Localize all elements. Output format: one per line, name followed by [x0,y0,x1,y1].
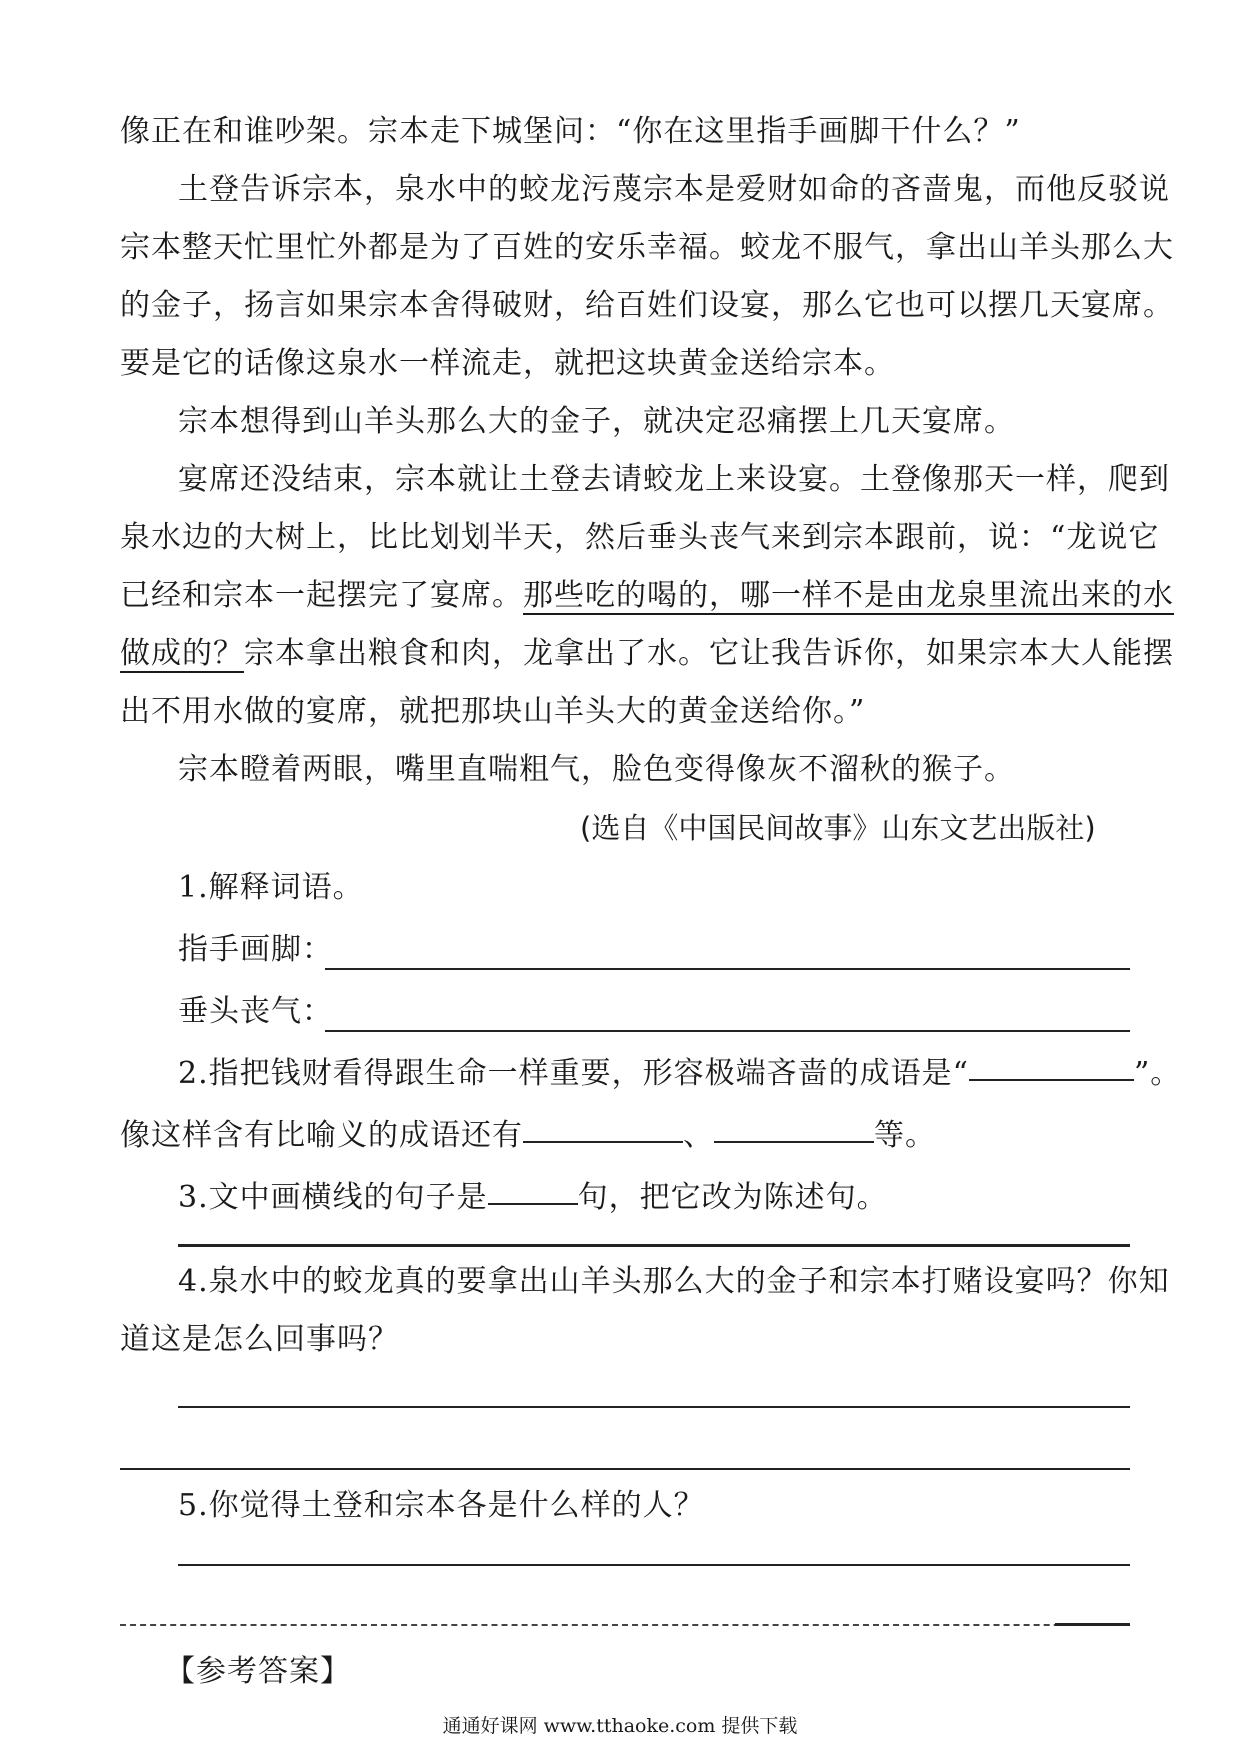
passage-line: 宗本整天忙里忙外都是为了百姓的安乐幸福。蛟龙不服气，拿出山羊头那么大 [120,230,1174,265]
answer-blank[interactable] [488,1203,578,1205]
underlined-sentence-end: 做成的？ [120,636,244,671]
passage-line: 宗本瞪着两眼，嘴里直喘粗气，脸色变得像灰不溜秋的猴子。 [178,752,1015,787]
answer-blank[interactable] [969,1079,1134,1081]
passage-line: 像正在和谁吵架。宗本走下城堡问：“你在这里指手画脚干什么？” [120,114,1021,149]
answer-blank-line[interactable] [178,1244,1130,1247]
question-1-term-2: 垂头丧气： [178,994,333,1029]
answer-heading: 【参考答案】 [165,1654,351,1689]
answer-blank-line[interactable] [178,1564,1130,1566]
answer-blank-line[interactable] [178,1406,1130,1408]
answer-blank-line[interactable] [325,1030,1130,1032]
passage-line: 宴席还没结束，宗本就让土登去请蛟龙上来设宴。土登像那天一样，爬到 [178,462,1170,497]
answer-blank[interactable] [714,1141,874,1143]
passage-line: 要是它的话像这泉水一样流走，就把这块黄金送给宗本。 [120,346,895,381]
question-3-text: 3.文中画横线的句子是 [178,1180,488,1215]
divider-dashed [120,1624,1130,1626]
divider-solid-end [1055,1623,1130,1626]
passage-line [120,576,1174,616]
passage-text: 宗本拿出粮食和肉，龙拿出了水。它让我告诉你，如果宗本大人能摆 [244,636,1174,671]
question-2-separator: 、 [683,1118,714,1153]
question-2-text: 2.指把钱财看得跟生命一样重要，形容极端吝啬的成语是“ [178,1056,969,1091]
passage-line: 的金子，扬言如果宗本舍得破财，给百姓们设宴，那么它也可以摆几天宴席。 [120,288,1174,323]
question-5-title: 5.你觉得土登和宗本各是什么样的人？ [178,1488,705,1523]
answer-blank-line[interactable] [325,968,1130,970]
question-4-line-2: 道这是怎么回事吗？ [120,1322,399,1357]
question-2-line-1 [178,1054,1181,1094]
answer-blank-line[interactable] [120,1468,1130,1470]
question-2-text: 像这样含有比喻义的成语还有 [120,1118,523,1153]
passage-line: 土登告诉宗本，泉水中的蛟龙污蔑宗本是爱财如命的吝啬鬼，而他反驳说 [178,172,1170,207]
question-1-title: 1.解释词语。 [178,870,364,905]
question-2-text-end: ”。 [1133,1056,1182,1091]
underlined-sentence: 那些吃的喝的，哪一样不是由龙泉里流出来的水 [523,578,1174,613]
answer-blank[interactable] [523,1141,683,1143]
passage-text: 已经和宗本一起摆完了宴席。 [120,578,523,613]
question-2-text-end: 等。 [874,1118,936,1153]
passage-line [120,634,1174,674]
passage-line: 宗本想得到山羊头那么大的金子，就决定忍痛摆上几天宴席。 [178,404,1015,439]
passage-line: 泉水边的大树上，比比划划半天，然后垂头丧气来到宗本跟前，说：“龙说它 [120,520,1160,555]
question-2-line-2 [120,1116,936,1156]
question-1-term-1: 指手画脚： [178,932,333,967]
passage-line: 出不用水做的宴席，就把那块山羊头大的黄金送给你。” [120,694,866,729]
question-3-text-end: 句，把它改为陈述句。 [577,1180,888,1215]
footer-credit: 通通好课网 www.tthaoke.com 提供下载 [442,1715,798,1737]
question-3 [178,1178,888,1218]
question-4-line-1: 4.泉水中的蛟龙真的要拿出山羊头那么大的金子和宗本打赌设宴吗？你知 [178,1264,1170,1299]
source-citation: (选自《中国民间故事》山东文艺出版社) [580,811,1096,845]
